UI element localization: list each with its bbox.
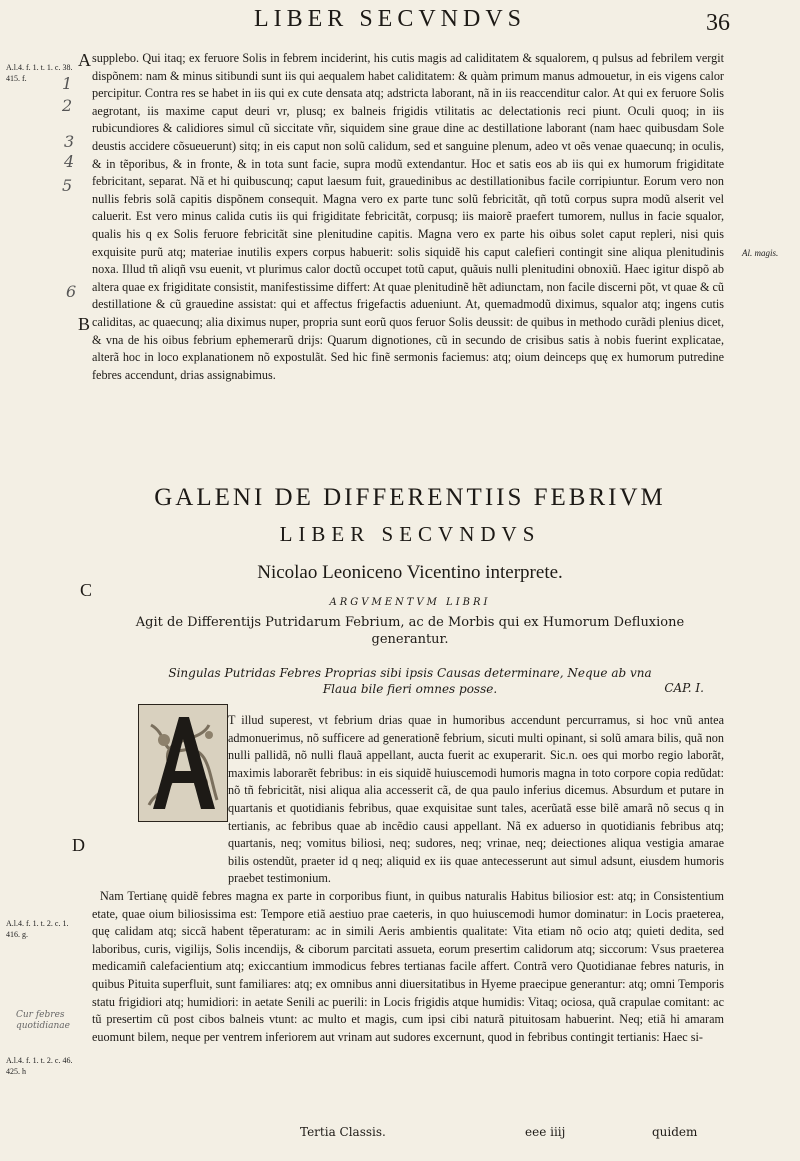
chapter-summary: Singulas Putridas Febres Proprias sibi ipsis Causas determinare, Neque ab vna Flaua bile fieri omnes posse. bbox=[168, 666, 652, 696]
argument-text: Agit de Differentijs Putridarum Febrium, ac de Morbis qui ex Humorum Defluxione generantur. bbox=[135, 615, 685, 647]
argument-heading: ARGVMENTVM LIBRI bbox=[329, 597, 491, 608]
handwritten-note: Cur febres quotidianae bbox=[16, 1010, 70, 1031]
margin-note-right: Al. magis. bbox=[742, 248, 779, 258]
margin-letter-c: C bbox=[80, 580, 93, 600]
signature-line: Tertia Classis. bbox=[300, 1125, 386, 1139]
chapter-paragraph: Nam Tertianę quidẽ febres magna ex parte in corporibus fiunt, in quibus naturalis Habitus biliosior est: atq; in Consistentium etate, quae oium biliosissima est: Tempore etiã aestiuo prae caeteris, in quo huiuscemodi humor dominatur: in Locis praeterea, quę calidam atq; siccã habent tẽperaturam: ac in simili Aeris ambientis qualitate: Vita etiam nõ ocio atq; quieti dedita, sed laboribus, curis, vigilijs, Solis incendijs, & ciborum parcitati assueta, eorum presertim calidorum atq; siccorum: Vsus praeterea medicamiñ calefacientium atq; exiccantium immodicus febres tertianas facile affert. Contrã vero Quotidianae febres naturis, in quibus Pituita superfluit, sunt familiares: atq; ex omnibus anni diuersitatibus in Hyeme praecipue generantur: atq; omni Temporis statu frigidiori atq; humidiori: in aetate Senili ac puerili: in Locis frigidis atque humidis: Vitaq; ociosa, quã crapulae comitant: ac tũ presertim cũ post cibos balneis vtunt: ac multo et magis, cum ipsi cibi naturã pituitosam habuerint. Neq; etiã hi amaram euomunt bilem, neque per ventrem inferiorem aut vrinam aut sudores excernunt, quod in febribus contingit tertianis: Haec si- bbox=[92, 888, 724, 1044]
chapter-text bbox=[92, 712, 724, 1046]
chapter-paragraph bbox=[92, 712, 724, 888]
handwritten-number: 2 bbox=[62, 96, 73, 115]
chapter-opening: T illud superest, vt febrium drias quae in humoribus accendunt percurramus, si hoc vnũ antea admonuerimus, nõ sufficere ad generationẽ febrium, sicuti multi opinant, si solũ amara bilis, quã non nulli pallidã, nõ nulli flauã appellant, aucta fuerit ac exuperarit. Sic.n. oes qui morbo regio laborãt, maximis laborarẽt febribus: in eis siquidẽ huiuscemodi humoris magna in toto corpore copia redũdat: nõ tñ febricitãt, nisi aliqua alia accesserit cã, de qua paulo inferius dicemus. Absurdum et putare in quartanis et quotidianis febribus, quae exquisitae sunt tales, acerũatã esse bilẽ amarã nõ secus q in tertianis, ac febribus quae ab incẽdio causi appellant. Nã ex aduerso in quotidianis febribus atq; quartanis, neq; vomitus biliosi, neq; sudores, neq; vrinae, neq; deiectiones aliqua vestigia amarae bilis ostendũt, praeter id q neq; aliquid ex iis quae antecesserunt aut simul adsunt, eiusdem humoris praebet testimonium. bbox=[228, 713, 724, 886]
margin-letter-a: A bbox=[78, 50, 91, 70]
chapter-label: CAP. I. bbox=[664, 681, 704, 695]
body-text bbox=[92, 50, 724, 384]
handwritten-number: 5 bbox=[62, 176, 73, 195]
margin-reference-middle: A.l.4. f. 1. t. 2. c. 1. 416. g. bbox=[6, 919, 69, 939]
section-subtitle: LIBER SECVNDVS bbox=[279, 522, 541, 546]
handwritten-number: 4 bbox=[64, 152, 75, 171]
signature-mark: eee iiij bbox=[525, 1125, 566, 1139]
body-paragraph: supplebo. Qui itaq; ex feruore Solis in febrem inciderint, his cutis magis ad caliditatem & squalorem, q pulsus ad febrilem vergit dispõnem: nam & minus sitibundi sunt iis qui aequalem habet caliditatem: & quàm primum manus admouetur, in eis vigens calor percipitur. Contra res se habet in iis qui ex cute densata atq; adstricta laborant, nã in iis reaccenditur calor. At qui ex feruore Solis aegrotant, iis maxime caput deuri vr, plusq; ex balneis frigidis vtilitatis ac delectationis reci piunt. Oculi quoq; in iis rubicundiores & calidiores simul cũ siccitate vñr, siquidem sine graue dine ac destillatione laborant (nam haec quibusdam Sole deustis accidere cõsueuerunt) sitq; in eis caput non solũ calidum, sed et sanguine plenum, adeo vt oẽs venae quaecunq; in oculis, & in tẽporibus, & in fronte, & in tota sunt facie, supra modũ extendantur. Hoc et satis eos ab iis qui ex humorum frigiditate febricitant, separat. Nã et hi quibuscunq; caput laesum fuit, grauedinibus ac destillationibus facile corripiuntur. Eorum vero non nullis febris solã capitis dispõnem consequit. Magna vero ex parte tunc solũ febricitãt, qñ totũ corpus supra modũ alserit vel caluerit. Est vero minus calida cutis iis qui frigiditate febricitãt, corpusq; iis maiorẽ praefert tumorem, nullus in facie squalor, qualis his q ex Solis feruore febricitãt sine plenitudine capitis. Magna vero ex parte his oibus solet caput repleri, nisi quis exquisite purũ atq; materiae inutilis expers corpus habuerit: solis siquidẽ his caput calefieri contingit sine aliqua plenitudinis noxa. Illud tñ aliqñ vsu euenit, vt plurimus calor doctũ occupet totũ caput, quãuis nulli plenitudini obnoxiũ. Haec igitur dispõ ab altera quae ex frigiditate consistit, manifestissime differt: At quae plenitudinẽ hẽt adiunctam, non facile discerni põt, vt quae & cũ destillatione & cũ grauedine assistat: qui et affectus frigefactis adueniunt. At, quemadmodũ diximus, squalor atq; ingens cutis caliditas, ac quaecunq; alia diximus nuper, propria sunt eorũ quos feruor Solis deussit: de quibus in methodo curãdi plenius dicet, & vna de his oibus febrium ephemerarũ drijs: Quarum dignotiones, cũ in secundo de crisibus satis à nobis fuerint explicatae, alterã hoc in loco explanationem nõ expostulãt. Sed hic finẽ sermonis faciemus: atq; oium deinceps quę ex humorum putredine febres accendunt, drias assignabimus. bbox=[92, 51, 724, 382]
margin-reference-top: A.l.4. f. 1. t. 1. c. 38. 415. f. bbox=[6, 63, 73, 83]
page-number: 36 bbox=[706, 10, 730, 36]
catchword: quidem bbox=[652, 1125, 698, 1139]
margin-reference-bottom: A.l.4. f. 1. t. 2. c. 46. 425. h bbox=[6, 1056, 73, 1076]
margin-letter-d: D bbox=[72, 835, 85, 855]
translator-line: Nicolao Leoniceno Vicentino interprete. bbox=[257, 562, 563, 583]
section-title: GALENI DE DIFFERENTIIS FEBRIVM bbox=[154, 484, 666, 511]
running-title: LIBER SECVNDVS bbox=[253, 6, 527, 32]
handwritten-number: 3 bbox=[64, 132, 75, 151]
handwritten-number: 1 bbox=[62, 74, 73, 93]
margin-letter-b: B bbox=[78, 314, 91, 334]
handwritten-number: 6 bbox=[66, 282, 77, 301]
